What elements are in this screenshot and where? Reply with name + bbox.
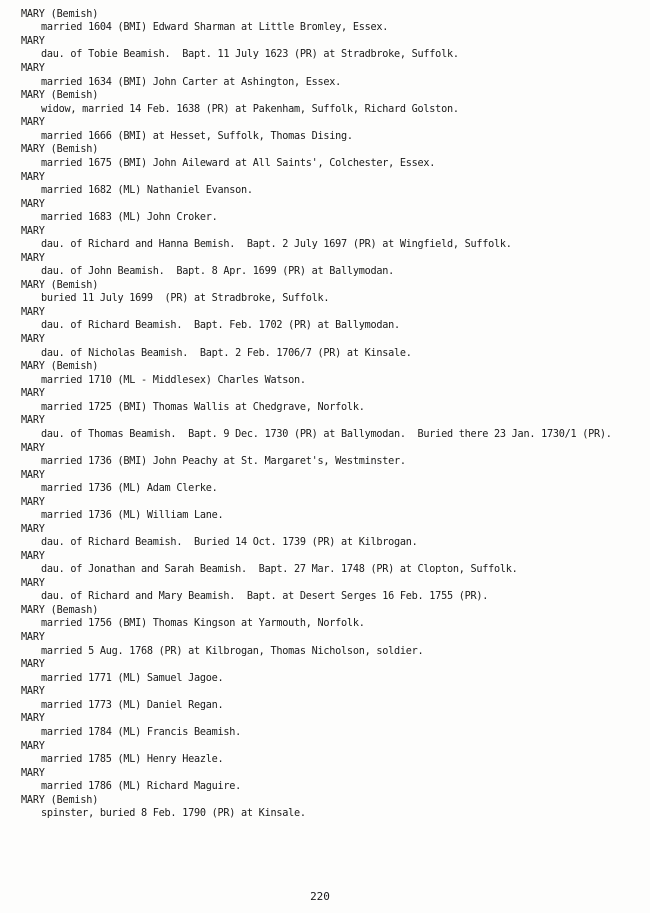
entry-name: MARY	[21, 740, 45, 752]
entry-detail: dau. of John Beamish. Bapt. 8 Apr. 1699 (PR) at Ballymodan.	[41, 266, 395, 278]
entry-name: MARY	[21, 686, 45, 698]
entry-name: MARY	[21, 523, 45, 535]
entry-detail: married 1666 (BMI) at Hesset, Suffolk, Thomas Dising.	[41, 130, 353, 142]
entry-name: MARY	[21, 334, 45, 346]
register-entry	[21, 388, 641, 415]
register-entry	[21, 172, 641, 199]
entry-name: MARY	[21, 415, 45, 427]
entry-list	[21, 9, 641, 822]
entry-name: MARY	[21, 713, 45, 725]
register-entry	[21, 280, 641, 307]
register-entry	[21, 253, 641, 280]
register-entry	[21, 117, 641, 144]
entry-detail: buried 11 July 1699 (PR) at Stradbroke, Suffolk.	[41, 293, 330, 305]
register-entry	[21, 144, 641, 171]
entry-name: MARY	[21, 659, 45, 671]
entry-name: MARY (Bemish)	[21, 9, 99, 20]
register-entry	[21, 497, 641, 524]
register-entry	[21, 361, 641, 388]
entry-detail: married 1736 (BMI) John Peachy at St. Margaret's, Westminster.	[41, 455, 406, 467]
entry-name: MARY	[21, 117, 45, 129]
entry-detail: married 1736 (ML) Adam Clerke.	[41, 482, 218, 494]
entry-detail: married 1683 (ML) John Croker.	[41, 212, 218, 224]
entry-name: MARY	[21, 767, 45, 779]
entry-name: MARY	[21, 63, 45, 75]
register-entry	[21, 90, 641, 117]
register-entry	[21, 334, 641, 361]
entry-name: MARY (Bemish)	[21, 794, 99, 806]
entry-detail: married 1604 (BMI) Edward Sharman at Little Bromley, Essex.	[41, 22, 389, 34]
entry-detail: dau. of Jonathan and Sarah Beamish. Bapt. 27 Mar. 1748 (PR) at Clopton, Suffolk.	[41, 564, 518, 576]
register-entry	[21, 551, 641, 578]
register-entry	[21, 470, 641, 497]
entry-detail: married 1725 (BMI) Thomas Wallis at Chedgrave, Norfolk.	[41, 401, 365, 413]
entry-detail: married 1756 (BMI) Thomas Kingson at Yarmouth, Norfolk.	[41, 618, 365, 630]
entry-name: MARY	[21, 388, 45, 400]
entry-detail: married 1736 (ML) William Lane.	[41, 510, 224, 522]
entry-detail: dau. of Nicholas Beamish. Bapt. 2 Feb. 1706/7 (PR) at Kinsale.	[41, 347, 412, 359]
entry-detail: dau. of Richard and Hanna Bemish. Bapt. 2 July 1697 (PR) at Wingfield, Suffolk.	[41, 239, 512, 251]
entry-detail: dau. of Richard Beamish. Bapt. Feb. 1702 (PR) at Ballymodan.	[41, 320, 400, 332]
entry-name: MARY	[21, 307, 45, 319]
register-entry	[21, 741, 641, 768]
entry-detail: married 1786 (ML) Richard Maguire.	[41, 781, 242, 793]
entry-name: MARY (Bemish)	[21, 144, 99, 156]
entry-detail: married 1771 (ML) Samuel Jagoe.	[41, 672, 224, 684]
entry-detail: married 1784 (ML) Francis Beamish.	[41, 726, 242, 738]
entry-detail: married 1773 (ML) Daniel Regan.	[41, 699, 224, 711]
register-entry	[21, 9, 641, 36]
entry-name: MARY (Bemish)	[21, 279, 99, 291]
register-entry	[21, 686, 641, 713]
register-entry	[21, 795, 641, 822]
register-entry	[21, 36, 641, 63]
entry-name: MARY (Bemish)	[21, 361, 99, 373]
entry-detail: married 5 Aug. 1768 (PR) at Kilbrogan, Thomas Nicholson, soldier.	[41, 645, 424, 657]
register-entry	[21, 768, 641, 795]
entry-detail: dau. of Richard Beamish. Buried 14 Oct. 1739 (PR) at Kilbrogan.	[41, 537, 418, 549]
register-entry	[21, 605, 641, 632]
register-entry	[21, 659, 641, 686]
register-entry	[21, 443, 641, 470]
entry-detail: dau. of Thomas Beamish. Bapt. 9 Dec. 1730 (PR) at Ballymodan. Buried there 23 Jan. 1730/1 (PR).	[41, 428, 612, 440]
entry-name: MARY	[21, 198, 45, 210]
register-entry	[21, 415, 641, 442]
page-number: 220	[310, 890, 330, 903]
entry-name: MARY (Bemash)	[21, 605, 99, 617]
entry-detail: spinster, buried 8 Feb. 1790 (PR) at Kinsale.	[41, 808, 306, 820]
entry-name: MARY (Bemish)	[21, 90, 99, 102]
entry-detail: married 1682 (ML) Nathaniel Evanson.	[41, 184, 253, 196]
entry-name: MARY	[21, 442, 45, 454]
entry-name: MARY	[21, 632, 45, 644]
register-entry	[21, 632, 641, 659]
entry-detail: married 1675 (BMI) John Aileward at All Saints', Colchester, Essex.	[41, 157, 436, 169]
register-entry	[21, 63, 641, 90]
register-entry	[21, 226, 641, 253]
register-entry	[21, 578, 641, 605]
entry-name: MARY	[21, 225, 45, 237]
entry-detail: married 1710 (ML - Middlesex) Charles Watson.	[41, 374, 306, 386]
entry-name: MARY	[21, 171, 45, 183]
entry-name: MARY	[21, 550, 45, 562]
register-entry	[21, 524, 641, 551]
entry-detail: widow, married 14 Feb. 1638 (PR) at Pakenham, Suffolk, Richard Golston.	[41, 103, 459, 115]
entry-name: MARY	[21, 577, 45, 589]
entry-name: MARY	[21, 252, 45, 264]
entry-detail: married 1634 (BMI) John Carter at Ashington, Essex.	[41, 76, 342, 88]
entry-detail: married 1785 (ML) Henry Heazle.	[41, 753, 224, 765]
entry-name: MARY	[21, 496, 45, 508]
entry-detail: dau. of Tobie Beamish. Bapt. 11 July 1623 (PR) at Stradbroke, Suffolk.	[41, 49, 459, 61]
entry-name: MARY	[21, 469, 45, 481]
entry-detail: dau. of Richard and Mary Beamish. Bapt. at Desert Serges 16 Feb. 1755 (PR).	[41, 591, 489, 603]
register-entry	[21, 713, 641, 740]
entry-name: MARY	[21, 36, 45, 48]
register-entry	[21, 307, 641, 334]
register-entry	[21, 199, 641, 226]
